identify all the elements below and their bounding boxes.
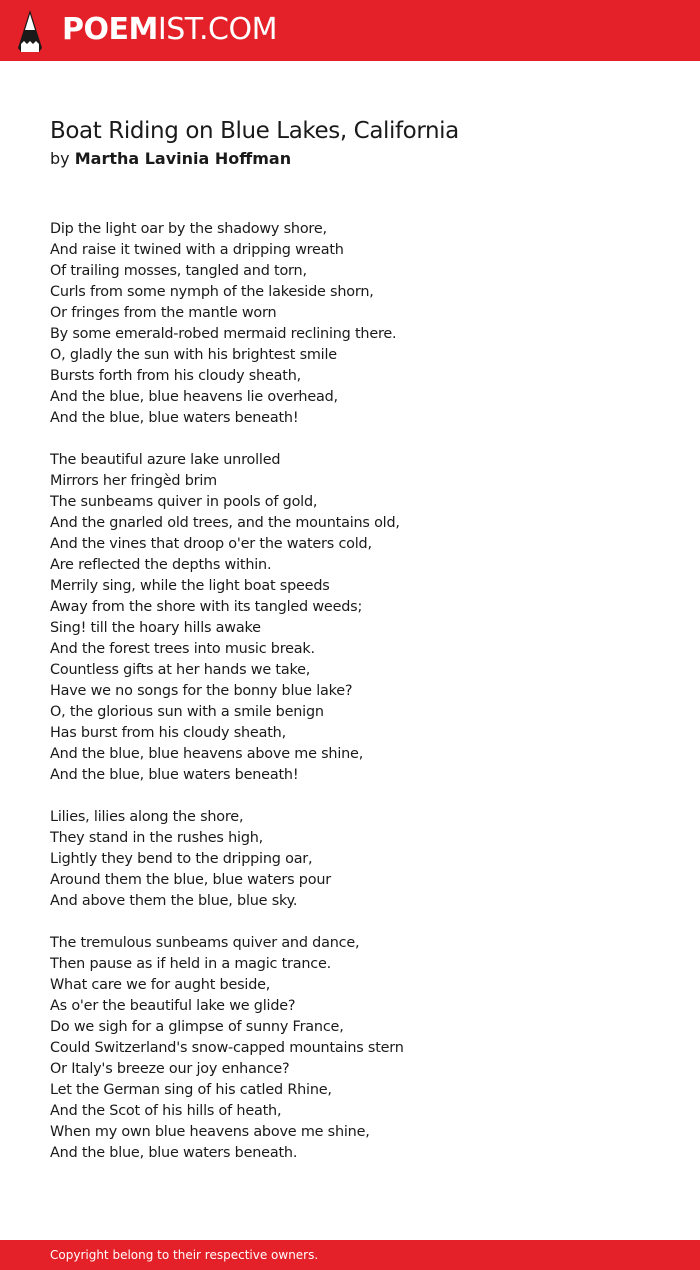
poem-line: And raise it twined with a dripping wreath bbox=[50, 242, 344, 258]
stanza bbox=[50, 807, 670, 912]
poem-line: And the blue, blue heavens lie overhead, bbox=[50, 389, 338, 405]
poem-line: And the blue, blue heavens above me shine, bbox=[50, 746, 364, 762]
poem-line: Sing! till the hoary hills awake bbox=[50, 620, 261, 636]
poem-line: The sunbeams quiver in pools of gold, bbox=[50, 494, 318, 510]
poem-line: Around them the blue, blue waters pour bbox=[50, 872, 331, 888]
poem-line: And the Scot of his hills of heath, bbox=[50, 1103, 282, 1119]
logo-text-bold: POEM bbox=[62, 12, 158, 47]
poem-line: As o'er the beautiful lake we glide? bbox=[50, 998, 296, 1014]
poem-line: Of trailing mosses, tangled and torn, bbox=[50, 263, 307, 279]
by-label: by bbox=[50, 149, 70, 168]
stanza bbox=[50, 219, 670, 429]
poem-line: When my own blue heavens above me shine, bbox=[50, 1124, 370, 1140]
poem-title: Boat Riding on Blue Lakes, California bbox=[50, 118, 459, 144]
poem-line: Bursts forth from his cloudy sheath, bbox=[50, 368, 301, 384]
poem-line: Countless gifts at her hands we take, bbox=[50, 662, 311, 678]
poem-line: The beautiful azure lake unrolled bbox=[50, 452, 281, 468]
poem-line: And the forest trees into music break. bbox=[50, 641, 315, 657]
poem-line: Curls from some nymph of the lakeside shorn, bbox=[50, 284, 374, 300]
poem-line: Are reflected the depths within. bbox=[50, 557, 272, 573]
poem-line: Lilies, lilies along the shore, bbox=[50, 809, 244, 825]
site-footer bbox=[0, 1240, 700, 1270]
poem-line: Let the German sing of his catled Rhine, bbox=[50, 1082, 332, 1098]
site-header bbox=[0, 0, 700, 61]
poem-byline bbox=[50, 148, 291, 170]
poem-line: Dip the light oar by the shadowy shore, bbox=[50, 221, 327, 237]
copyright-text: Copyright belong to their respective owners. bbox=[50, 1248, 319, 1262]
poem-author: Martha Lavinia Hoffman bbox=[74, 149, 292, 168]
logo-text-light: IST.COM bbox=[157, 12, 277, 47]
poem-line: What care we for aught beside, bbox=[50, 977, 271, 993]
poem-line: Do we sigh for a glimpse of sunny France, bbox=[50, 1019, 344, 1035]
stanza bbox=[50, 450, 670, 786]
poem-line: And the blue, blue waters beneath! bbox=[50, 410, 299, 426]
poem-line: Mirrors her fringèd brim bbox=[50, 473, 218, 489]
poem-line: And the blue, blue waters beneath! bbox=[50, 767, 299, 783]
poem-line: By some emerald-robed mermaid reclining there. bbox=[50, 326, 397, 342]
poem-line: O, gladly the sun with his brightest smile bbox=[50, 347, 337, 363]
pencil-logo-icon[interactable] bbox=[18, 10, 42, 52]
poem-line: Could Switzerland's snow-capped mountains stern bbox=[50, 1040, 404, 1056]
poem-line: O, the glorious sun with a smile benign bbox=[50, 704, 324, 720]
poem-line: And the gnarled old trees, and the mountains old, bbox=[50, 515, 400, 531]
poem-line: Or fringes from the mantle worn bbox=[50, 305, 277, 321]
poem-line: Away from the shore with its tangled weeds; bbox=[50, 599, 363, 615]
poem-line: Have we no songs for the bonny blue lake? bbox=[50, 683, 353, 699]
poem-body bbox=[50, 219, 670, 1185]
poem-line: Lightly they bend to the dripping oar, bbox=[50, 851, 313, 867]
poem-line: Merrily sing, while the light boat speeds bbox=[50, 578, 330, 594]
poem-line: And the blue, blue waters beneath. bbox=[50, 1145, 298, 1161]
site-logo[interactable] bbox=[62, 12, 277, 48]
poem-line: And the vines that droop o'er the waters cold, bbox=[50, 536, 372, 552]
poem-line: Has burst from his cloudy sheath, bbox=[50, 725, 286, 741]
poem-line: And above them the blue, blue sky. bbox=[50, 893, 298, 909]
poem-line: Or Italy's breeze our joy enhance? bbox=[50, 1061, 290, 1077]
poem-line: The tremulous sunbeams quiver and dance, bbox=[50, 935, 360, 951]
poem-line: Then pause as if held in a magic trance. bbox=[50, 956, 332, 972]
poem-line: They stand in the rushes high, bbox=[50, 830, 264, 846]
stanza bbox=[50, 933, 670, 1164]
